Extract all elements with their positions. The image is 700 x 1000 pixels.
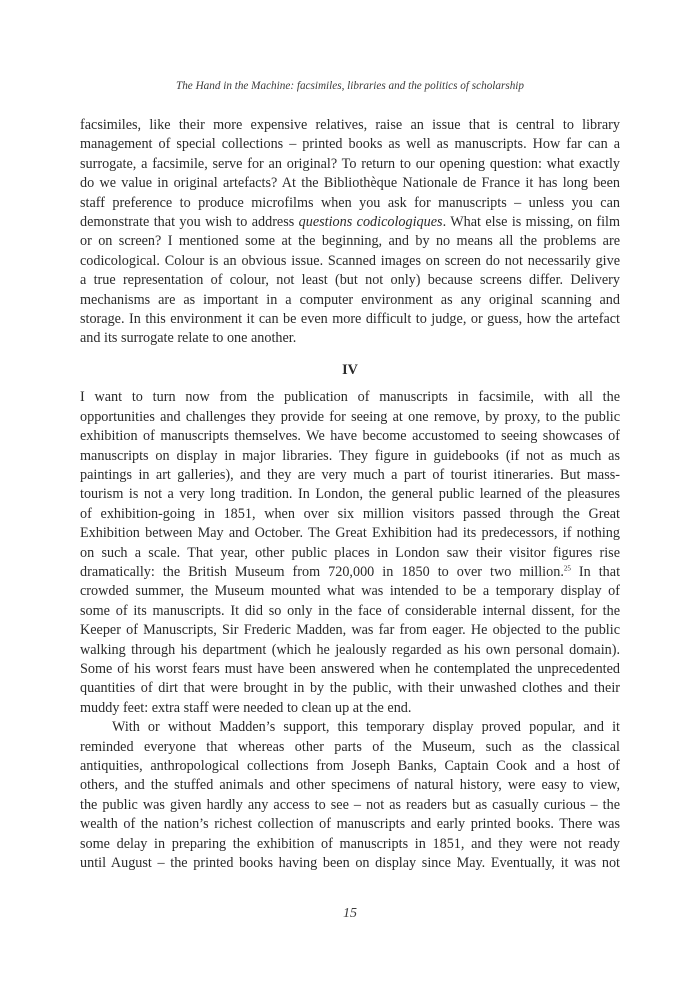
text-line: manuscripts on display in major libraries. They figure in guidebooks (if not as much as <box>80 447 620 464</box>
text-line: some delay in preparing the exhibition of manuscripts in 1851, and they were not ready <box>80 835 620 852</box>
text-line: staff preference to produce microfilms when you ask for manuscripts – unless you can <box>80 194 620 211</box>
text-line: demonstrate that you wish to address questions codicologiques. What else is missing, on film <box>80 214 621 231</box>
text-line: muddy feet: extra staff were needed to clean up at the end. <box>80 699 412 716</box>
text-line: a true representation of colour, not least (but not only) because screens differ. Delivery <box>80 272 620 289</box>
text-line: Exhibition between May and October. The Great Exhibition had its predecessors, if nothing <box>80 525 620 542</box>
text-line: surrogate, a facsimile, serve for an original? To return to our opening question: what exactly <box>80 155 620 172</box>
text-line: exhibition of manuscripts themselves. We have become accustomed to seeing showcases of <box>80 428 620 445</box>
text-line: on such a scale. That year, other public places in London saw their visitor figures rise <box>80 544 620 561</box>
text-line: paintings in art galleries), and they are very much a part of tourist itineraries. But mass- <box>80 466 620 483</box>
paragraph-2 <box>80 388 620 718</box>
text-line: and its surrogate relate to one another. <box>80 330 297 347</box>
text-line: of exhibition-going in 1851, when over six million visitors passed through the Great <box>80 505 620 522</box>
text-line: With or without Madden’s support, this temporary display proved popular, and it <box>112 719 620 736</box>
text-line: tourism is not a very long tradition. In London, the general public learned of the pleasures <box>80 486 620 503</box>
text-line: I want to turn now from the publication of manuscripts in facsimile, with all the <box>80 389 620 406</box>
text-line: some of its manuscripts. It did so only in the face of considerable internal dissent, for the <box>80 602 620 619</box>
running-head: The Hand in the Machine: facsimiles, libraries and the politics of scholarship <box>175 80 525 92</box>
text-line: walking through his department (which he jealously regarded as his own personal domain). <box>80 641 620 658</box>
text-line: codicological. Colour is an obvious issue. Scanned images on screen do not necessarily give <box>80 252 620 269</box>
text-line: dramatically: the British Museum from 720,000 in 1850 to over two million.$^{25}$ In that <box>80 563 621 580</box>
paragraph-1 <box>80 116 620 349</box>
paragraph-3 <box>80 718 620 873</box>
text-line: Keeper of Manuscripts, Sir Frederic Madden, was far from eager. He objected to the public <box>80 622 620 639</box>
text-line: or on screen? I mentioned some at the beginning, and by no means all the problems are <box>80 233 620 250</box>
text-line: Some of his worst fears must have been answered when he contemplated the unprecedented <box>80 660 620 677</box>
body-text <box>80 116 620 873</box>
text-line: antiquities, anthropological collections from Joseph Banks, Captain Cook and a host of <box>80 758 620 774</box>
text-line: until August – the printed books having been on display since May. Eventually, it was not <box>80 855 620 872</box>
text-line: facsimiles, like their more expensive relatives, raise an issue that is central to library <box>80 117 620 133</box>
text-line: opportunities and challenges they provide for seeing at one remove, by proxy, to the public <box>80 408 620 425</box>
text-line: mechanisms are as important in a computer environment as any original scanning and <box>80 291 620 308</box>
text-line: wealth of the nation’s richest collection of manuscripts and early printed books. There was <box>80 816 620 833</box>
text-line: reminded everyone that whereas other parts of the Museum, such as the classical <box>80 738 620 755</box>
text-line: others, and the stuffed animals and other specimens of natural history, were easy to view, <box>80 777 620 794</box>
italic-phrase: questions codicologiques <box>298 214 443 231</box>
text-line: crowded summer, the Museum mounted what was intended to be a temporary display of <box>80 583 620 600</box>
text-line: management of special collections – printed books as well as manuscripts. How far can a <box>80 136 620 153</box>
page-number: 15 <box>343 906 357 921</box>
text-line: the public was given hardly any access to see – not as readers but as casually curious – the <box>80 796 620 813</box>
text-line: do we value in original artefacts? At the Bibliothèque Nationale de France it has long been <box>80 175 620 192</box>
text-line: storage. In this environment it can be even more difficult to judge, or guess, how the artefact <box>80 311 620 328</box>
text-line: quantities of dirt that were brought in by the public, with their unwashed clothes and their <box>80 680 620 697</box>
section-heading: IV <box>342 361 358 378</box>
footnote-ref[interactable]: 25 <box>563 564 571 573</box>
